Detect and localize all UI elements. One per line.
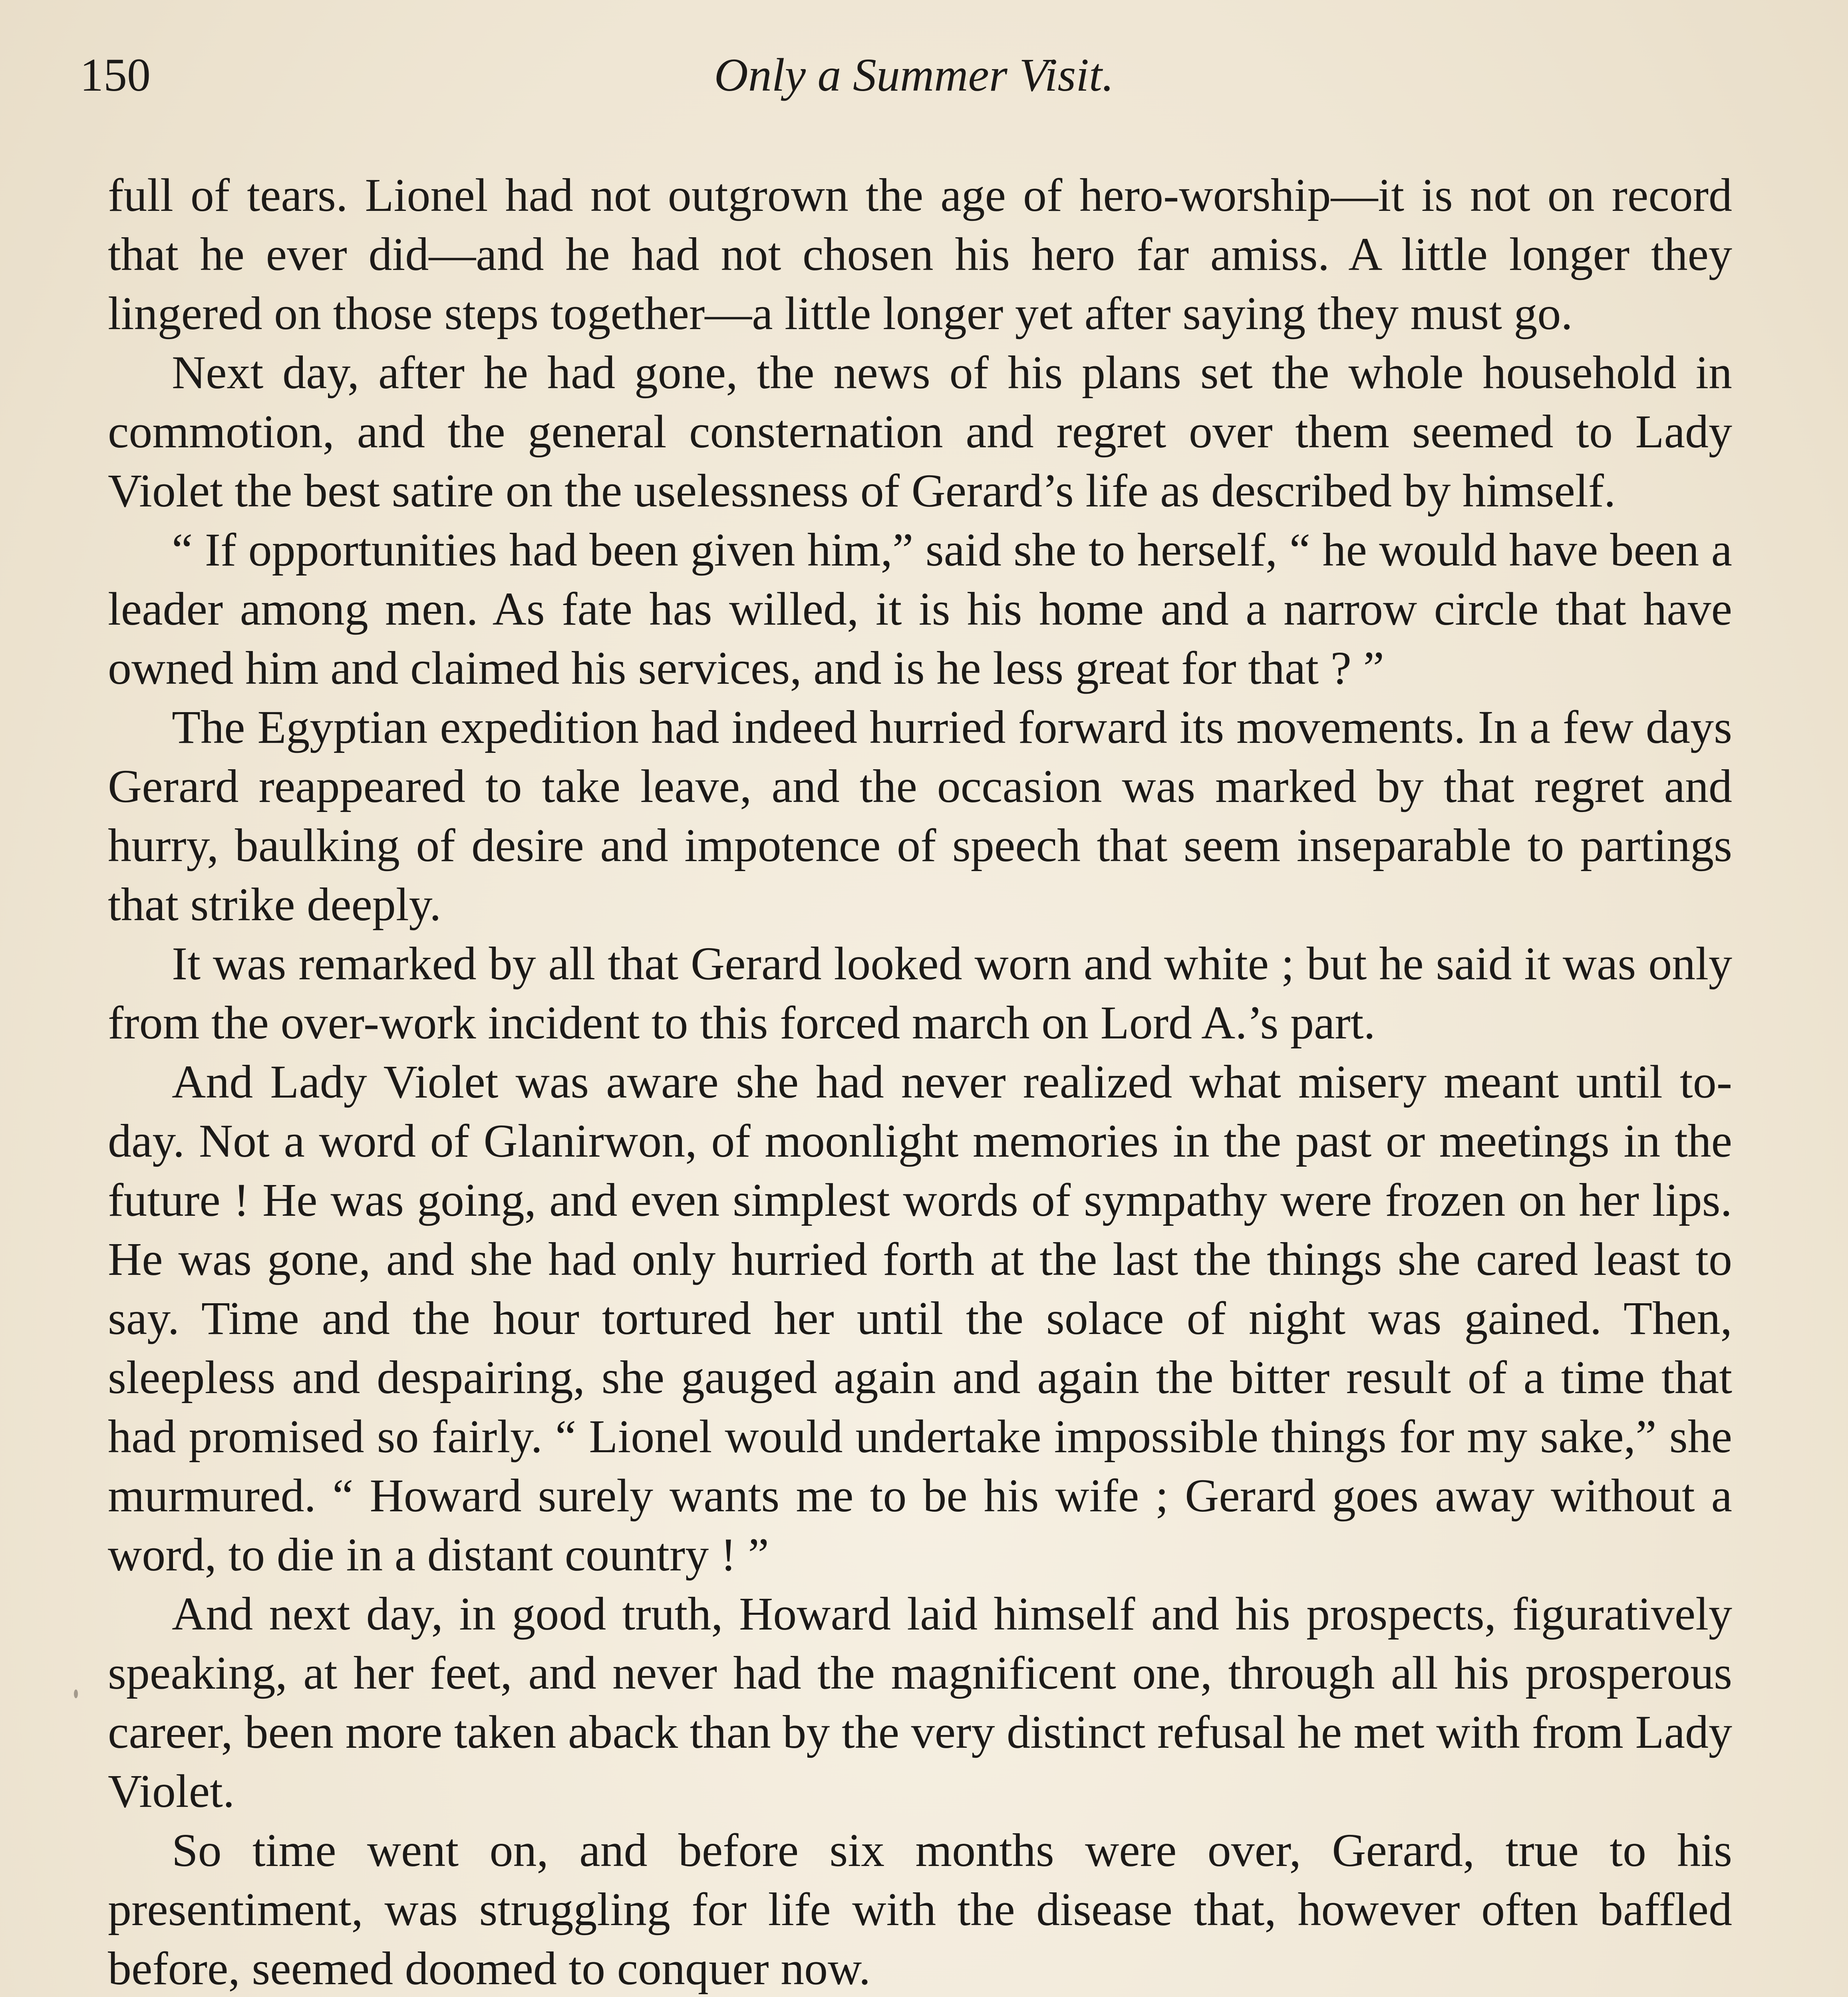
paragraph: So time went on, and before six months were over, Gerard, true to his presentiment, was struggling for life with the disease that, however often baffled before, seemed doomed to conquer now.: [108, 1824, 1732, 1995]
paragraph: “ If opportunities had been given him,” said she to herself, “ he would have been a leader among men. As fate has willed, it is his home and a narrow circle that have owned him and claimed his services, and is he less great for that ? ”: [108, 524, 1732, 694]
paragraph: It was remarked by all that Gerard looked worn and white ; but he said it was only from the over-work incident to this forced march on Lord A.’s part.: [108, 937, 1732, 1049]
running-title: Only a Summer Visit.: [714, 49, 1114, 101]
paragraph: And next day, in good truth, Howard laid himself and his prospects, figuratively speaking, at her feet, and never had the magnificent one, through all his prosperous career, been more taken aback than by the very distinct refusal he met with from Lady Violet.: [108, 1588, 1732, 1817]
paragraph: And Lady Violet was aware she had never realized what misery meant until to-day. Not a word of Glanirwon, of moonlight memories in the past or meetings in the future ! He was going, and even simplest words of sympathy were frozen on her lips. He was gone, and she had only hurried forth at the last the things she cared least to say. Time and the hour tortured her until the solace of night was gained. Then, sleepless and despairing, she gauged again and again the bitter result of a time that had promised so fairly. “ Lionel would undertake impossible things for my sake,” she murmured. “ Howard surely wants me to be his wife ; Gerard goes away without a word, to die in a distant country ! ”: [108, 1056, 1732, 1581]
paragraph: The Egyptian expedition had indeed hurried forward its movements. In a few days Gerard reappeared to take leave, and the occasion was marked by that regret and hurry, baulking of desire and impotence of speech that seem inseparable to partings that strike deeply.: [108, 701, 1732, 931]
page-header: [80, 28, 1748, 116]
paragraph: Next day, after he had gone, the news of his plans set the whole household in commotion, and the general consternation and regret over them seemed to Lady Violet the best satire on the uselessness of Gerard’s life as described by himself.: [108, 346, 1732, 517]
paper-speck: [74, 1689, 78, 1698]
body-text: [108, 166, 1732, 1997]
paragraph: full of tears. Lionel had not outgrown the age of hero-worship—it is not on record that he ever did—and he had not chosen his hero far amiss. A little longer they lingered on those steps together—a little longer yet after saying they must go.: [108, 169, 1732, 339]
page-number: 150: [80, 49, 151, 101]
